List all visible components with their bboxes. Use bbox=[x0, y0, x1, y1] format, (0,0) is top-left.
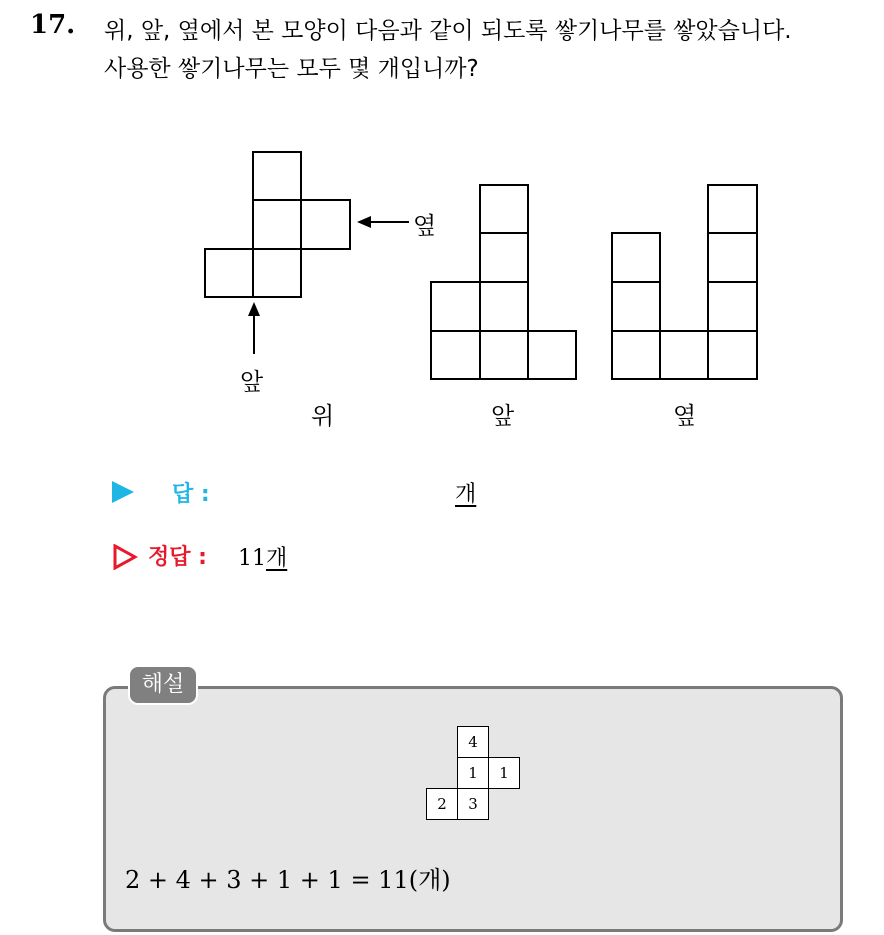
side-view-cell bbox=[659, 330, 709, 380]
top-view-cell bbox=[300, 199, 351, 250]
correct-answer-marker-icon bbox=[112, 544, 138, 570]
answer-marker-icon bbox=[112, 481, 134, 503]
top-view-cell bbox=[204, 248, 254, 298]
side-view-cell bbox=[707, 184, 758, 234]
side-view-cell bbox=[707, 281, 758, 332]
side-view-cell bbox=[707, 330, 758, 380]
front-view-cell bbox=[479, 184, 529, 234]
answer-unit: 개 bbox=[455, 482, 477, 507]
grid-cell-bottom-right: 3 bbox=[457, 788, 489, 820]
side-arrow-label: 옆 bbox=[413, 212, 437, 240]
front-arrow-label: 앞 bbox=[240, 368, 264, 396]
front-view-cell bbox=[479, 281, 529, 332]
front-view-cell bbox=[527, 330, 577, 380]
front-view-caption: 앞 bbox=[491, 402, 515, 430]
front-view-cell bbox=[430, 330, 481, 380]
correct-answer-label: 정답 : bbox=[148, 545, 207, 570]
side-view-cell bbox=[707, 232, 758, 283]
front-view-cell bbox=[479, 330, 529, 380]
top-view-cell bbox=[252, 248, 302, 298]
question-text-line2: 사용한 쌓기나무는 모두 몇 개입니까? bbox=[104, 56, 479, 82]
front-view-cell bbox=[479, 232, 529, 283]
side-view-cell bbox=[611, 281, 661, 332]
top-view-cell bbox=[252, 151, 302, 201]
correct-answer-unit: 개 bbox=[266, 546, 288, 571]
correct-answer-value: 11 bbox=[238, 546, 266, 571]
top-view-caption: 위 bbox=[311, 402, 335, 430]
grid-cell-bottom-left: 2 bbox=[426, 788, 458, 820]
front-view-cell bbox=[430, 281, 481, 332]
front-arrow-icon bbox=[244, 300, 264, 356]
grid-cell-top: 4 bbox=[457, 726, 489, 758]
side-arrow-icon bbox=[355, 212, 411, 232]
question-text-line1: 위, 앞, 옆에서 본 모양이 다음과 같이 되도록 쌓기나무를 쌓았습니다. bbox=[104, 18, 792, 44]
side-view-caption: 옆 bbox=[673, 402, 697, 430]
answer-label: 답 : bbox=[172, 482, 210, 507]
top-view-cell bbox=[252, 199, 302, 250]
side-view-cell bbox=[611, 232, 661, 283]
grid-cell-mid-right: 1 bbox=[488, 757, 520, 789]
correct-answer bbox=[238, 541, 287, 572]
side-view-cell bbox=[611, 330, 661, 380]
explanation-tab: 해설 bbox=[128, 665, 198, 705]
grid-cell-mid-left: 1 bbox=[457, 757, 489, 789]
explanation-equation: 2 + 4 + 3 + 1 + 1 = 11(개) bbox=[125, 866, 451, 894]
question-number: 17. bbox=[30, 10, 76, 40]
